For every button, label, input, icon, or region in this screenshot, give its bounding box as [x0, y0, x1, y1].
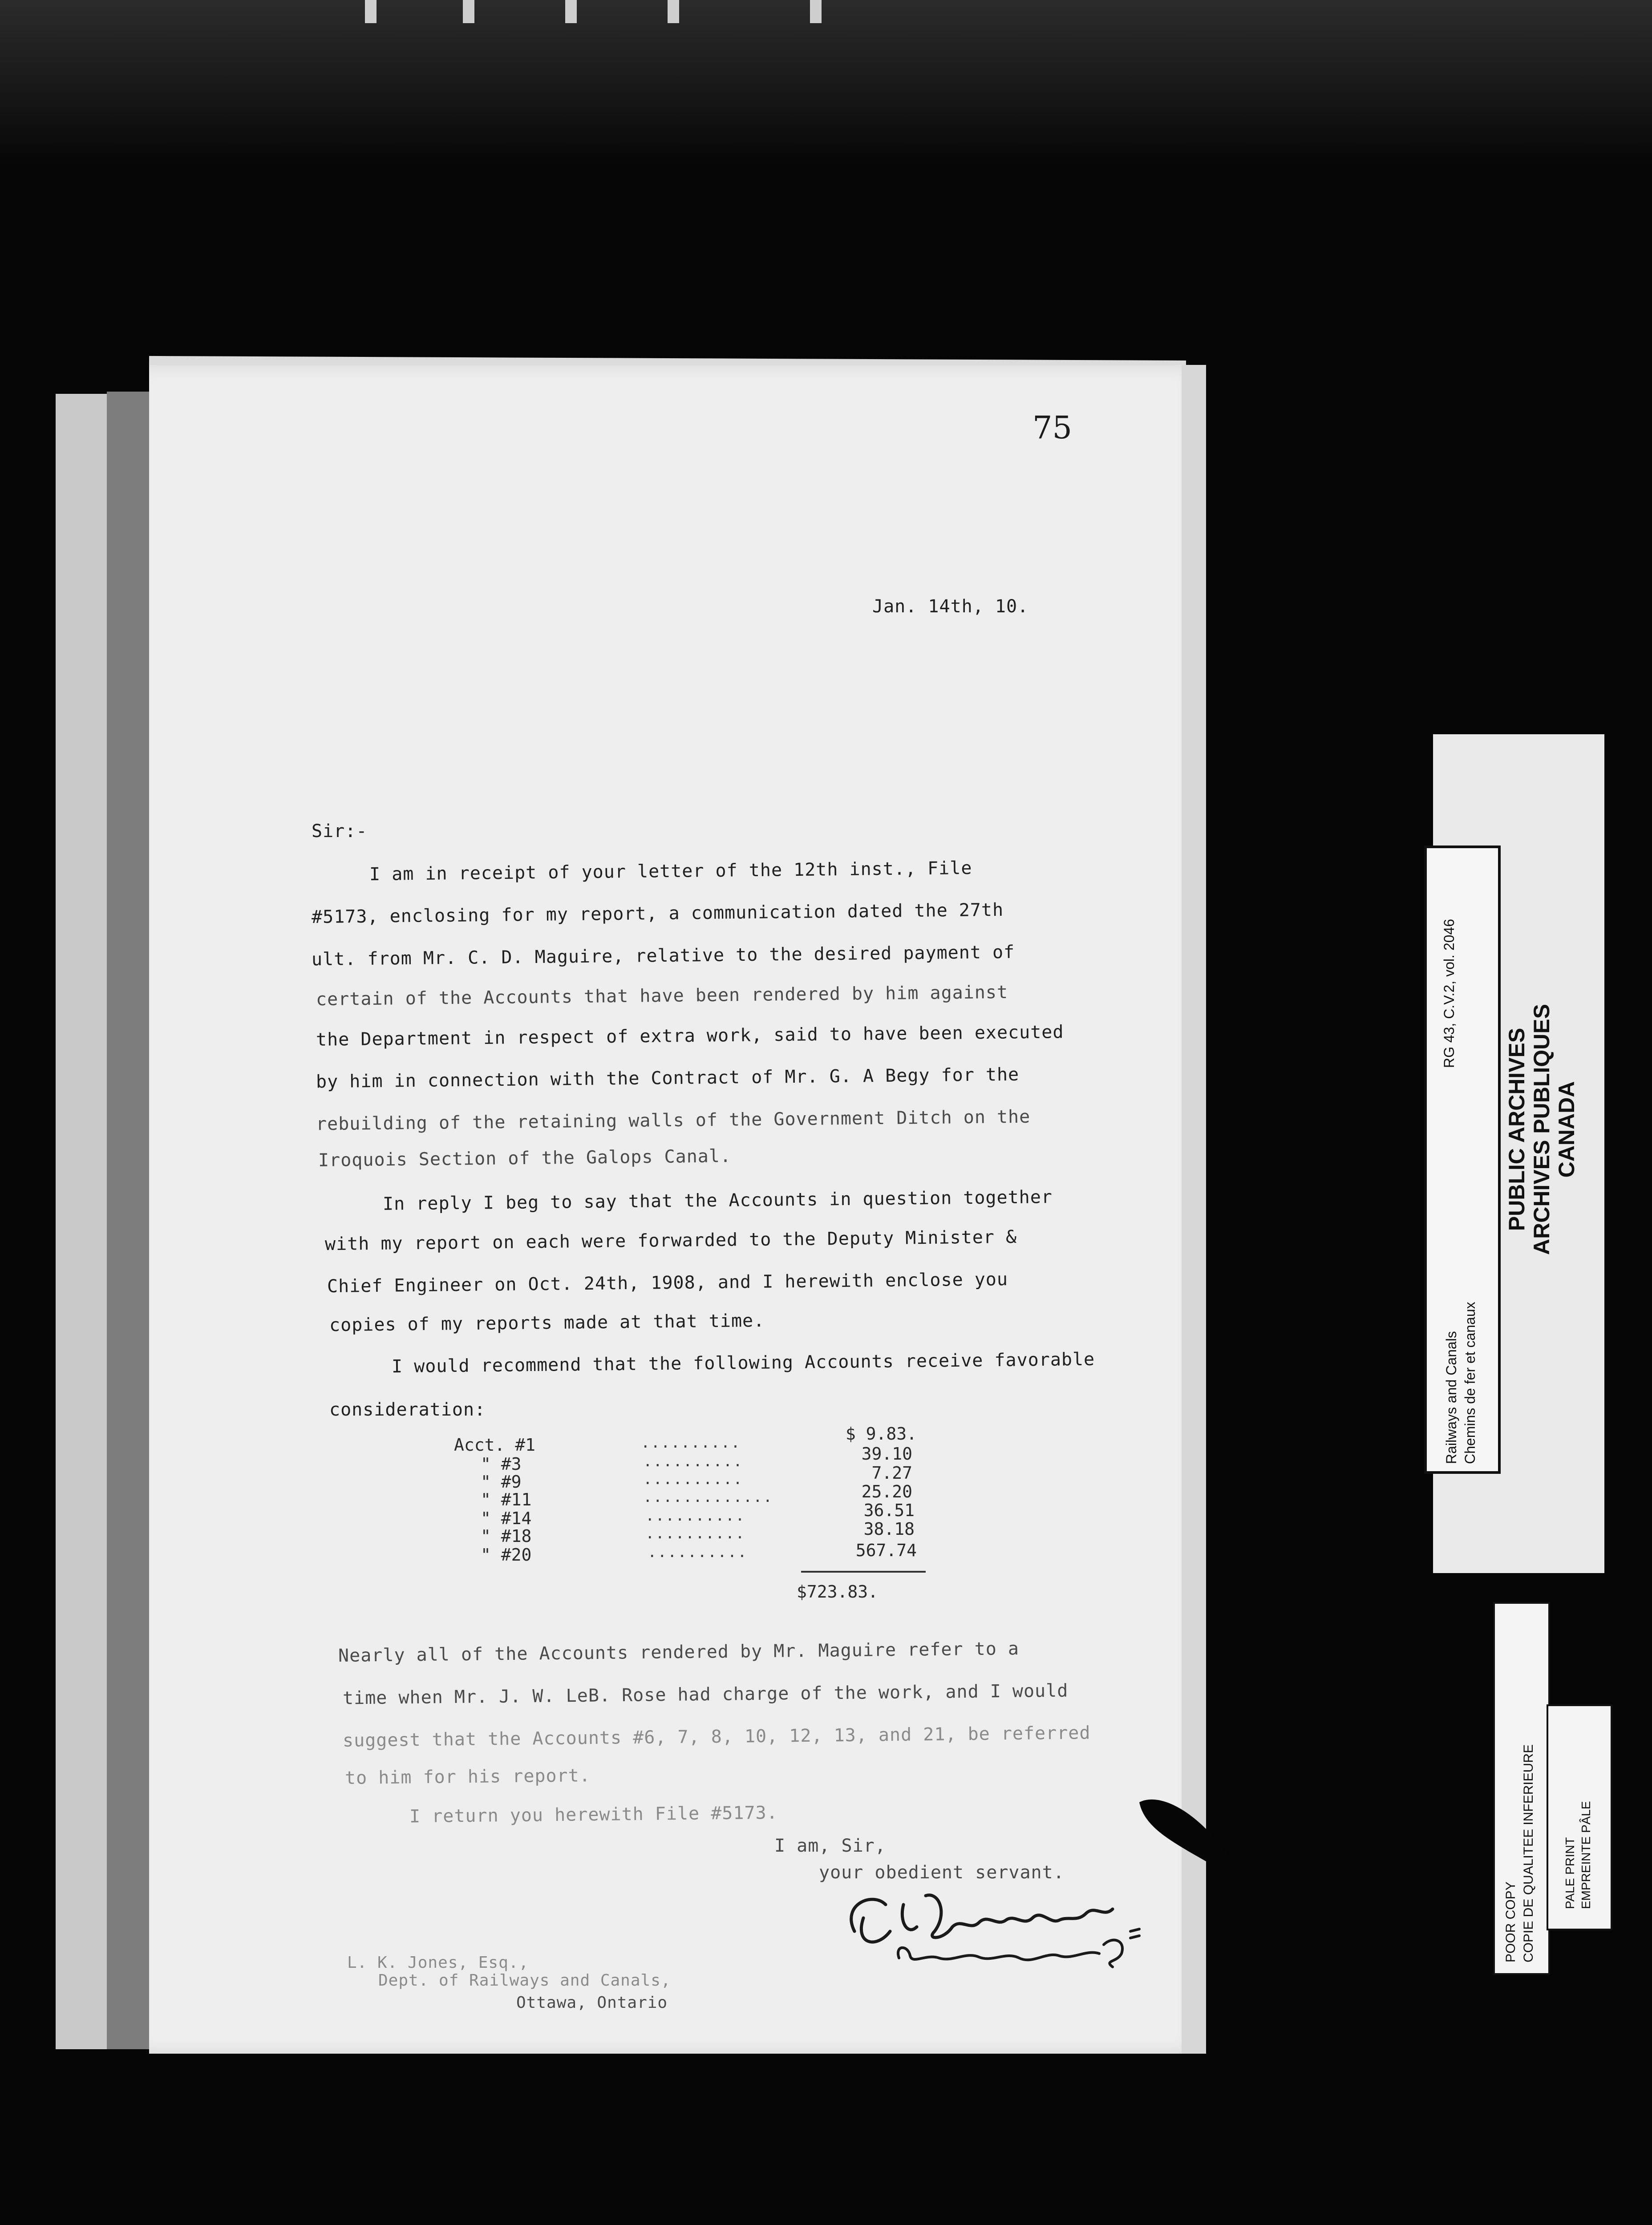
- archive-title-line: CANADA: [1554, 1081, 1579, 1178]
- addressee-line: L. K. Jones, Esq.,: [347, 1954, 529, 1972]
- archive-fonds: [1442, 1302, 1479, 1464]
- paragraph-1-line: by him in connection with the Contract of Mr. G. A Begy for the: [316, 1064, 1020, 1092]
- paragraph-2-line: Chief Engineer on Oct. 24th, 1908, and I herewith enclose you: [327, 1269, 1008, 1297]
- poor-copy-text: [1502, 1744, 1538, 1962]
- account-amount: 38.18: [863, 1519, 915, 1539]
- account-amount: 7.27: [871, 1463, 912, 1483]
- archive-title-line: ARCHIVES PUBLIQUES: [1529, 1004, 1554, 1255]
- poor-copy-line: COPIE DE QUALITEE INFERIEURE: [1521, 1744, 1536, 1962]
- paragraph-1-line: ult. from Mr. C. D. Maguire, relative to the desired payment of: [311, 942, 1015, 970]
- accounts-total: $723.83.: [797, 1582, 879, 1602]
- account-label: " #9: [481, 1472, 522, 1492]
- archive-title: [1504, 1004, 1579, 1255]
- paragraph-3-line: consideration:: [329, 1400, 486, 1420]
- account-leader-dots: ..........: [641, 1434, 741, 1452]
- account-amount: $ 9.83.: [845, 1424, 917, 1444]
- addressee-line: Ottawa, Ontario: [516, 1994, 668, 2012]
- account-label: " #3: [481, 1454, 522, 1474]
- poor-copy-line: POOR COPY: [1503, 1881, 1518, 1962]
- film-frame-marks: [365, 0, 854, 27]
- signature: [837, 1878, 1175, 1980]
- account-amount: 567.74: [855, 1541, 917, 1560]
- archive-fonds-line: Railways and Canals: [1443, 1331, 1459, 1464]
- account-label: " #18: [481, 1526, 532, 1546]
- paragraph-2-line: copies of my reports made at that time.: [329, 1310, 765, 1336]
- archive-reference: RG 43, C.V.2, vol. 2046: [1441, 918, 1457, 1068]
- pale-print-line: EMPREINTE PÂLE: [1579, 1801, 1593, 1909]
- closing-line: I am, Sir,: [774, 1836, 886, 1856]
- account-amount: 36.51: [863, 1501, 915, 1520]
- archive-fonds-line: Chemins de fer et canaux: [1462, 1302, 1478, 1464]
- closing-line: your obedient servant.: [819, 1862, 1065, 1883]
- account-label: " #14: [481, 1509, 532, 1528]
- account-leader-dots: ..........: [648, 1543, 748, 1561]
- archive-title-line: PUBLIC ARCHIVES: [1504, 1028, 1529, 1231]
- total-underline: [801, 1571, 926, 1573]
- page-number: 75: [1032, 409, 1073, 446]
- paragraph-2-line: In reply I beg to say that the Accounts in question together: [382, 1187, 1053, 1214]
- paragraph-1-line: rebuilding of the retaining walls of the Government Ditch on the: [316, 1106, 1031, 1135]
- paragraph-1-line: #5173, enclosing for my report, a communication dated the 27th: [311, 899, 1004, 928]
- date-line: Jan. 14th, 10.: [872, 596, 1029, 617]
- account-leader-dots: ..........: [645, 1525, 745, 1542]
- paragraph-4-line: Nearly all of the Accounts rendered by Mr. Maguire refer to a: [338, 1638, 1020, 1667]
- account-amount: 25.20: [861, 1482, 912, 1501]
- account-leader-dots: ..........: [645, 1507, 745, 1525]
- pale-print-text: [1562, 1801, 1594, 1909]
- paragraph-2-line: with my report on each were forwarded to the Deputy Minister &: [324, 1226, 1017, 1255]
- account-amount: 39.10: [861, 1444, 912, 1464]
- account-leader-dots: .............: [643, 1488, 773, 1506]
- account-label: " #20: [481, 1545, 532, 1565]
- paragraph-1-line: I am in receipt of your letter of the 12th inst., File: [369, 858, 972, 885]
- paragraph-4-line: to him for his report.: [344, 1765, 591, 1788]
- paragraph-1-line: the Department in respect of extra work, said to have been executed: [316, 1022, 1064, 1050]
- addressee-line: Dept. of Railways and Canals,: [378, 1971, 671, 1990]
- return-line: I return you herewith File #5173.: [409, 1802, 778, 1827]
- account-leader-dots: ..........: [643, 1470, 743, 1488]
- salutation: Sir:-: [312, 821, 368, 841]
- account-leader-dots: ..........: [643, 1452, 743, 1470]
- account-label: " #11: [481, 1490, 532, 1509]
- account-label: Acct. #1: [454, 1435, 536, 1455]
- thumb-shadow: [1130, 1789, 1237, 1878]
- paragraph-4-line: time when Mr. J. W. LeB. Rose had charge of the work, and I would: [342, 1680, 1069, 1709]
- paragraph-1-line: certain of the Accounts that have been rendered by him against: [316, 982, 1008, 1010]
- pale-print-line: PALE PRINT: [1563, 1837, 1577, 1909]
- backing-sheet-edge: [107, 392, 149, 2049]
- paragraph-3-line: I would recommend that the following Accounts receive favorable: [391, 1349, 1095, 1377]
- paragraph-4-line: suggest that the Accounts #6, 7, 8, 10, 12, 13, and 21, be referred: [342, 1723, 1091, 1751]
- paragraph-1-line: Iroquois Section of the Galops Canal.: [318, 1146, 732, 1171]
